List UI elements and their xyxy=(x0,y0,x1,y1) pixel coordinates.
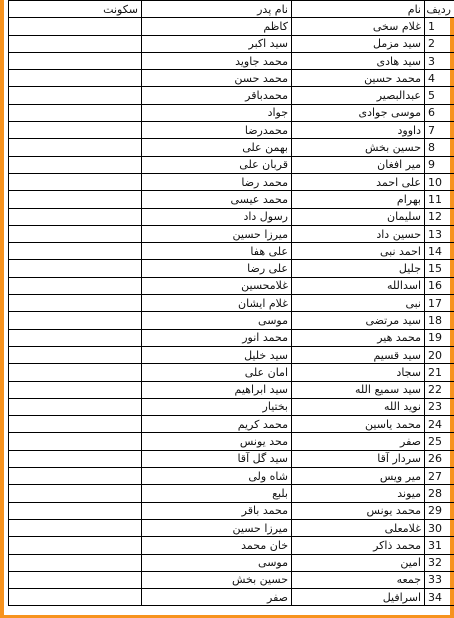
residence-cell xyxy=(9,416,142,433)
residence-cell xyxy=(9,502,142,519)
name-cell: سید مرتضی xyxy=(292,312,425,329)
table-row xyxy=(9,571,454,588)
row-number-cell: 27 xyxy=(425,468,454,485)
row-number-cell: 10 xyxy=(425,173,454,190)
row-number-cell: 20 xyxy=(425,346,454,363)
row-number-cell: 13 xyxy=(425,225,454,242)
table-row xyxy=(9,225,454,242)
father-name-cell: قربان علی xyxy=(142,156,292,173)
row-number-cell: 34 xyxy=(425,589,454,606)
name-cell: سلیمان xyxy=(292,208,425,225)
table-row xyxy=(9,70,454,87)
father-name-cell: جواد xyxy=(142,104,292,121)
row-number-cell: 21 xyxy=(425,364,454,381)
row-number-cell: 15 xyxy=(425,260,454,277)
name-cell: نوید الله xyxy=(292,398,425,415)
father-name-cell: علی هفا xyxy=(142,243,292,260)
row-number-cell: 26 xyxy=(425,450,454,467)
name-cell: سجاد xyxy=(292,364,425,381)
residence-cell xyxy=(9,225,142,242)
father-name-cell: سید اکبر xyxy=(142,35,292,52)
name-cell: عبدالبصیر xyxy=(292,87,425,104)
residence-cell xyxy=(9,485,142,502)
row-number-cell: 4 xyxy=(425,70,454,87)
name-cell: محمد یونس xyxy=(292,502,425,519)
father-name-cell: سید خلیل xyxy=(142,346,292,363)
father-name-cell: سید گل آقا xyxy=(142,450,292,467)
residence-cell xyxy=(9,398,142,415)
row-number-cell: 24 xyxy=(425,416,454,433)
table-row xyxy=(9,502,454,519)
table-row xyxy=(9,35,454,52)
name-cell: محمد حسین xyxy=(292,70,425,87)
row-number-cell: 29 xyxy=(425,502,454,519)
name-cell: میوند xyxy=(292,485,425,502)
row-number-cell: 5 xyxy=(425,87,454,104)
name-cell: حسین بخش xyxy=(292,139,425,156)
residence-cell xyxy=(9,104,142,121)
name-cell: صفر xyxy=(292,433,425,450)
row-number-cell: 7 xyxy=(425,122,454,139)
row-number-cell: 23 xyxy=(425,398,454,415)
residence-cell xyxy=(9,364,142,381)
header-father-name: نام پدر xyxy=(142,1,292,18)
row-number-cell: 33 xyxy=(425,571,454,588)
table-row xyxy=(9,87,454,104)
residence-cell xyxy=(9,139,142,156)
name-cell: سید هادی xyxy=(292,52,425,69)
name-cell: امین xyxy=(292,554,425,571)
row-number-cell: 17 xyxy=(425,295,454,312)
name-cell: محمد یاسین xyxy=(292,416,425,433)
father-name-cell: حسین بخش xyxy=(142,571,292,588)
row-number-cell: 6 xyxy=(425,104,454,121)
residence-cell xyxy=(9,589,142,606)
table-row xyxy=(9,346,454,363)
name-cell: حسین داد xyxy=(292,225,425,242)
father-name-cell: محمد انور xyxy=(142,329,292,346)
table-row xyxy=(9,485,454,502)
residence-cell xyxy=(9,208,142,225)
table-row xyxy=(9,156,454,173)
father-name-cell: شاه ولی xyxy=(142,468,292,485)
father-name-cell: غلامحسین xyxy=(142,277,292,294)
residence-cell xyxy=(9,571,142,588)
residence-cell xyxy=(9,173,142,190)
name-cell: محمد ذاکر xyxy=(292,537,425,554)
table-row xyxy=(9,537,454,554)
residence-cell xyxy=(9,381,142,398)
name-cell: اسرافیل xyxy=(292,589,425,606)
table-row xyxy=(9,260,454,277)
father-name-cell: موسی xyxy=(142,554,292,571)
residence-cell xyxy=(9,554,142,571)
row-number-cell: 19 xyxy=(425,329,454,346)
row-number-cell: 8 xyxy=(425,139,454,156)
father-name-cell: محمد کریم xyxy=(142,416,292,433)
father-name-cell: رسول داد xyxy=(142,208,292,225)
name-cell: غلامعلی xyxy=(292,519,425,536)
name-cell: سردار آقا xyxy=(292,450,425,467)
table-row xyxy=(9,295,454,312)
father-name-cell: غلام ایشان xyxy=(142,295,292,312)
residence-cell xyxy=(9,433,142,450)
name-cell: سید قسیم xyxy=(292,346,425,363)
name-cell: علی احمد xyxy=(292,173,425,190)
row-number-cell: 18 xyxy=(425,312,454,329)
name-cell: جلیل xyxy=(292,260,425,277)
table-row xyxy=(9,589,454,606)
header-number: ردیف xyxy=(425,1,454,18)
row-number-cell: 12 xyxy=(425,208,454,225)
residence-cell xyxy=(9,329,142,346)
residence-cell xyxy=(9,277,142,294)
row-number-cell: 3 xyxy=(425,52,454,69)
table-row xyxy=(9,312,454,329)
name-cell: میر ویس xyxy=(292,468,425,485)
residence-cell xyxy=(9,346,142,363)
table-row xyxy=(9,381,454,398)
father-name-cell: امان علی xyxy=(142,364,292,381)
residence-cell xyxy=(9,18,142,35)
name-cell: اسدالله xyxy=(292,277,425,294)
father-name-cell: محمد رضا xyxy=(142,173,292,190)
residence-cell xyxy=(9,87,142,104)
table-row xyxy=(9,18,454,35)
name-cell: بهرام xyxy=(292,191,425,208)
table-row xyxy=(9,554,454,571)
residence-cell xyxy=(9,468,142,485)
name-cell: سید مزمل xyxy=(292,35,425,52)
name-cell: احمد نبی xyxy=(292,243,425,260)
row-number-cell: 14 xyxy=(425,243,454,260)
table-row xyxy=(9,52,454,69)
table-row xyxy=(9,519,454,536)
residence-cell xyxy=(9,35,142,52)
father-name-cell: خان محمد xyxy=(142,537,292,554)
name-cell: میر افغان xyxy=(292,156,425,173)
residence-cell xyxy=(9,260,142,277)
people-table xyxy=(8,0,454,606)
table-row xyxy=(9,243,454,260)
father-name-cell: بختیار xyxy=(142,398,292,415)
header-name: نام xyxy=(292,1,425,18)
table-row xyxy=(9,173,454,190)
table-row xyxy=(9,468,454,485)
father-name-cell: بلبع xyxy=(142,485,292,502)
table-row xyxy=(9,433,454,450)
row-number-cell: 25 xyxy=(425,433,454,450)
residence-cell xyxy=(9,243,142,260)
residence-cell xyxy=(9,122,142,139)
father-name-cell: صفر xyxy=(142,589,292,606)
row-number-cell: 30 xyxy=(425,519,454,536)
residence-cell xyxy=(9,191,142,208)
residence-cell xyxy=(9,312,142,329)
row-number-cell: 32 xyxy=(425,554,454,571)
name-cell: داوود xyxy=(292,122,425,139)
father-name-cell: میرزا حسین xyxy=(142,225,292,242)
table-row xyxy=(9,208,454,225)
father-name-cell: محمد جاوید xyxy=(142,52,292,69)
table-row xyxy=(9,398,454,415)
table-row xyxy=(9,416,454,433)
residence-cell xyxy=(9,519,142,536)
father-name-cell: محد یونس xyxy=(142,433,292,450)
table-row xyxy=(9,329,454,346)
header-residence: سکونت xyxy=(9,1,142,18)
name-cell: غلام سخی xyxy=(292,18,425,35)
residence-cell xyxy=(9,537,142,554)
father-name-cell: میرزا حسین xyxy=(142,519,292,536)
table-row xyxy=(9,139,454,156)
name-cell: محمد هیر xyxy=(292,329,425,346)
row-number-cell: 11 xyxy=(425,191,454,208)
father-name-cell: محمد عیسی xyxy=(142,191,292,208)
table-row xyxy=(9,104,454,121)
row-number-cell: 9 xyxy=(425,156,454,173)
father-name-cell: محمد حسن xyxy=(142,70,292,87)
father-name-cell: سید ابراهیم xyxy=(142,381,292,398)
table-row xyxy=(9,364,454,381)
row-number-cell: 28 xyxy=(425,485,454,502)
row-number-cell: 2 xyxy=(425,35,454,52)
row-number-cell: 31 xyxy=(425,537,454,554)
residence-cell xyxy=(9,295,142,312)
table-row xyxy=(9,450,454,467)
table-row xyxy=(9,191,454,208)
table-row xyxy=(9,277,454,294)
father-name-cell: محمدباقر xyxy=(142,87,292,104)
name-cell: نبی xyxy=(292,295,425,312)
residence-cell xyxy=(9,52,142,69)
father-name-cell: کاظم xyxy=(142,18,292,35)
row-number-cell: 22 xyxy=(425,381,454,398)
father-name-cell: علی رضا xyxy=(142,260,292,277)
residence-cell xyxy=(9,156,142,173)
header-row xyxy=(9,1,454,18)
row-number-cell: 16 xyxy=(425,277,454,294)
table-row xyxy=(9,122,454,139)
name-cell: جمعه xyxy=(292,571,425,588)
residence-cell xyxy=(9,450,142,467)
father-name-cell: محمدرضا xyxy=(142,122,292,139)
father-name-cell: محمد باقر xyxy=(142,502,292,519)
residence-cell xyxy=(9,70,142,87)
father-name-cell: موسی xyxy=(142,312,292,329)
name-cell: موسی جوادی xyxy=(292,104,425,121)
father-name-cell: بهمن علی xyxy=(142,139,292,156)
name-cell: سید سمیع الله xyxy=(292,381,425,398)
row-number-cell: 1 xyxy=(425,18,454,35)
